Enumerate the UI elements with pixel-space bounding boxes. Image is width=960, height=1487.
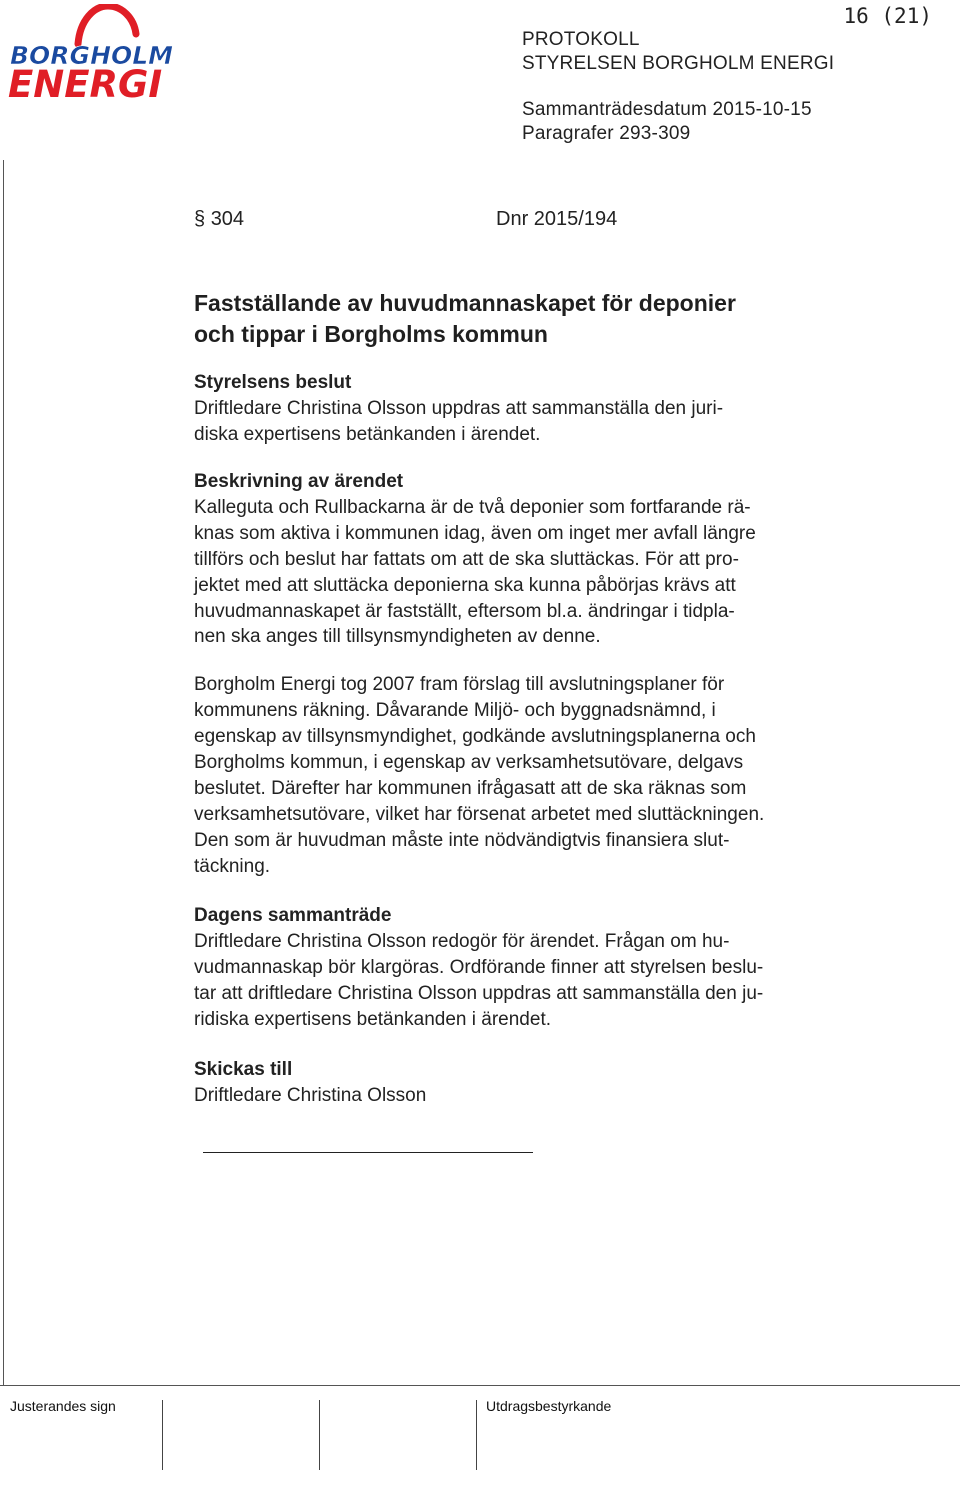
- logo-line-1: BORGHOLM: [10, 41, 174, 70]
- logo-line-2: ENERGI: [8, 63, 163, 100]
- text-line: Kalleguta och Rullbackarna är de två deponier som fortfarande rä-: [194, 496, 751, 518]
- logo-arc-icon: [78, 6, 136, 44]
- text-line: tar att driftledare Christina Olsson uppdras att sammanställa den ju-: [194, 982, 764, 1004]
- footer-border: [0, 1385, 960, 1386]
- text-line: huvudmannaskapet är fastställt, eftersom bl.a. ändringar i tidpla-: [194, 600, 735, 622]
- text-line: kommunens räkning. Dåvarande Miljö- och byggnadsnämnd, i: [194, 700, 716, 722]
- sammantrade-section: [194, 903, 884, 1033]
- document-title: [194, 288, 884, 350]
- text-line: ridiska expertisens betänkanden i ärendet.: [194, 1008, 552, 1030]
- justerandes-sign-label: Justerandes sign: [10, 1398, 116, 1414]
- paragraph-heading: [194, 208, 618, 231]
- skickas-section: [194, 1057, 884, 1109]
- text-line: verksamhetsutövare, vilket har försenat arbetet med sluttäckningen.: [194, 803, 765, 825]
- text-line: Driftledare Christina Olsson: [194, 1084, 427, 1106]
- utdragsbestyrkande-label: Utdragsbestyrkande: [486, 1398, 612, 1414]
- meeting-date: Sammanträdesdatum 2015-10-15: [522, 99, 812, 120]
- text-line: egenskap av tillsynsmyndighet, godkände avslutningsplanerna och: [194, 726, 756, 748]
- text-line: Borgholms kommun, i egenskap av verksamhetsutövare, delgavs: [194, 752, 744, 774]
- text-line: jektet med att sluttäcka deponierna ska kunna påbörjas krävs att: [194, 574, 736, 596]
- footer-divider: [319, 1400, 320, 1470]
- board-name: STYRELSEN BORGHOLM ENERGI: [522, 53, 835, 74]
- text-line: nen ska anges till tillsynsmyndigheten av denne.: [194, 626, 601, 648]
- text-line: vudmannaskap bör klargöras. Ordförande finner att styrelsen beslu-: [194, 956, 764, 978]
- text-line: Driftledare Christina Olsson uppdras att sammanställa den juri-: [194, 397, 724, 419]
- beskrivning-section: [194, 469, 884, 880]
- section-heading: Dagens sammanträde: [194, 905, 392, 926]
- section-heading: Beskrivning av ärendet: [194, 471, 404, 492]
- text-line: Driftledare Christina Olsson redogör för ärendet. Frågan om hu-: [194, 930, 730, 952]
- section-heading: Skickas till: [194, 1059, 293, 1080]
- paragraph-marker: §: [194, 208, 206, 230]
- beslut-section: [194, 370, 884, 448]
- paragraph-number: 304: [210, 208, 245, 230]
- text-line: Den som är huvudman måste inte nödvändigtvis finansiera slut-: [194, 829, 730, 851]
- text-line: knas som aktiva i kommunen idag, även om inget mer avfall längre: [194, 522, 756, 544]
- title-line: och tippar i Borgholms kommun: [194, 321, 548, 347]
- section-heading: Styrelsens beslut: [194, 372, 352, 393]
- text-line: beslutet. Därefter har kommunen ifrågasatt att de ska räknas som: [194, 777, 747, 799]
- text-line: täckning.: [194, 855, 271, 877]
- separator-rule: [203, 1152, 533, 1153]
- text-line: diska expertisens betänkanden i ärendet.: [194, 423, 541, 445]
- dnr-number: Dnr 2015/194: [496, 208, 618, 230]
- logo-graphic: [8, 4, 174, 100]
- left-margin-line: [3, 160, 4, 1385]
- borgholm-energi-logo: [8, 4, 174, 100]
- paragraph-range: Paragrafer 293-309: [522, 123, 691, 144]
- title-line: Fastställande av huvudmannaskapet för deponier: [194, 290, 736, 316]
- text-line: tillförs och beslut har fattats om att de ska sluttäckas. För att pro-: [194, 548, 739, 570]
- protocol-title: PROTOKOLL: [522, 29, 640, 50]
- text-line: Borgholm Energi tog 2007 fram förslag till avslutningsplaner för: [194, 674, 725, 696]
- footer-divider: [162, 1400, 163, 1470]
- page-number: 16 (21): [843, 4, 932, 28]
- footer-divider: [476, 1400, 477, 1470]
